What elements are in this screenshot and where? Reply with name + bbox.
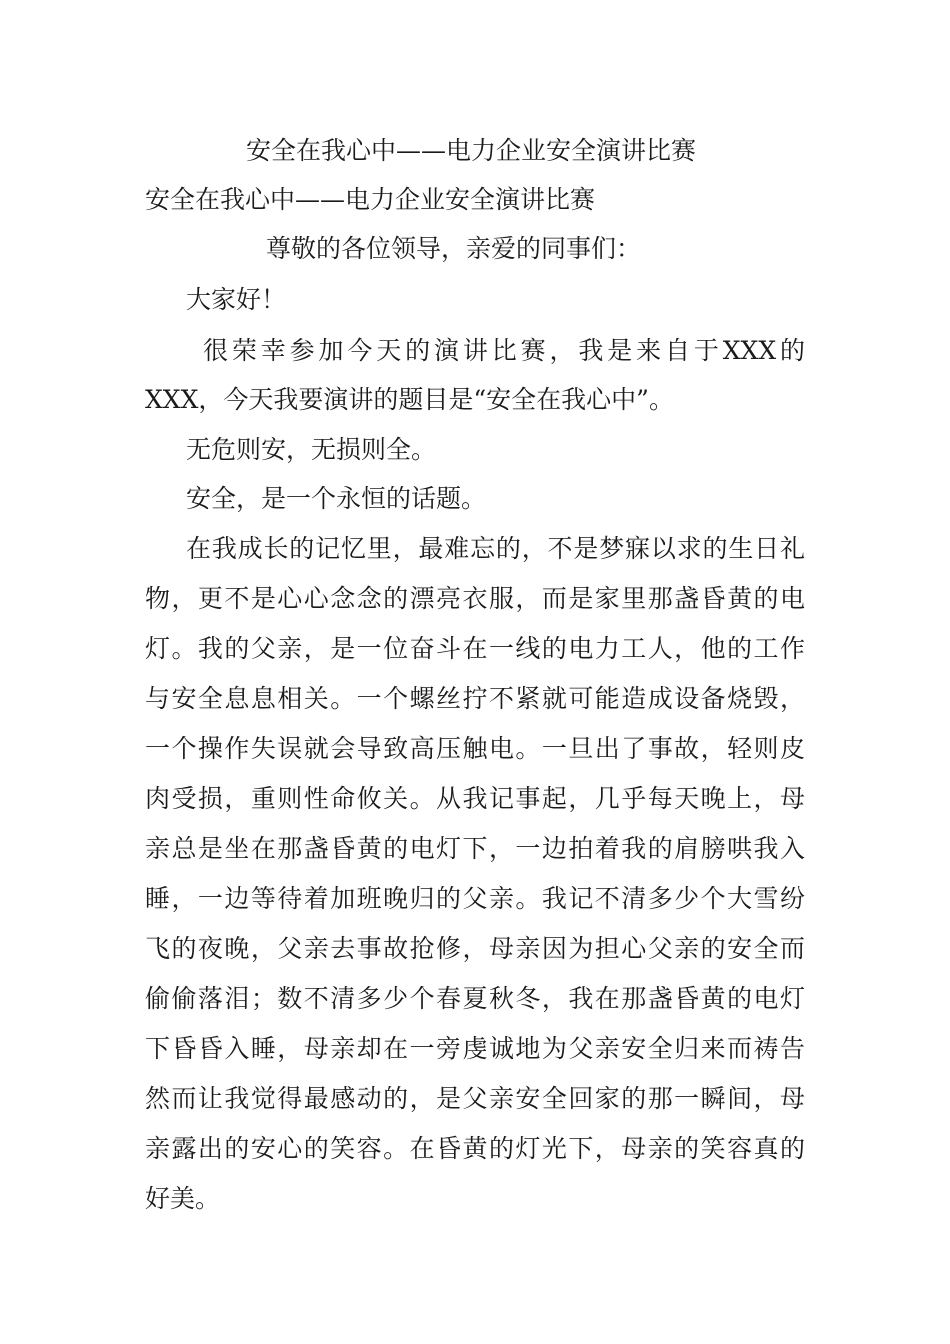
paragraph-2: 安全，是一个永恒的话题。: [186, 484, 487, 513]
story-line-7: 亲总是坐在那盏昏黄的电灯下，一边拍着我的肩膀哄我入: [145, 834, 805, 863]
paragraph-1: 无危则安，无损则全。: [186, 435, 437, 464]
story-line-9: 飞的夜晚，父亲去事故抢修，母亲因为担心父亲的安全而: [145, 934, 805, 963]
story-line-3: 灯。我的父亲，是一位奋斗在一线的电力工人，他的工作: [145, 634, 805, 663]
story-line-13: 亲露出的安心的笑容。在昏黄的灯光下，母亲的笑容真的: [145, 1134, 805, 1163]
intro-line-2: XXX，今天我要演讲的题目是“安全在我心中”。: [145, 385, 674, 414]
story-line-4: 与安全息息相关。一个螺丝拧不紧就可能造成设备烧毁，: [145, 684, 805, 713]
intro-line-1: 很荣幸参加今天的演讲比赛，我是来自于XXX的: [203, 336, 805, 365]
document-subtitle: 安全在我心中——电力企业安全演讲比赛: [145, 185, 596, 214]
story-line-2: 物，更不是心心念念的漂亮衣服，而是家里那盏昏黄的电: [145, 584, 805, 613]
story-line-10: 偷偷落泪；数不清多少个春夏秋冬，我在那盏昏黄的电灯: [145, 984, 805, 1013]
story-line-12: 然而让我觉得最感动的，是父亲安全回家的那一瞬间，母: [145, 1084, 805, 1113]
story-line-1: 在我成长的记忆里，最难忘的，不是梦寐以求的生日礼: [186, 534, 805, 563]
story-line-8: 睡，一边等待着加班晚归的父亲。我记不清多少个大雪纷: [145, 884, 805, 913]
story-line-11: 下昏昏入睡，母亲却在一旁虔诚地为父亲安全归来而祷告: [145, 1034, 805, 1063]
story-line-5: 一个操作失误就会导致高压触电。一旦出了事故，轻则皮: [145, 734, 805, 763]
salutation: 尊敬的各位领导，亲爱的同事们：: [266, 234, 642, 263]
story-line-14: 好美。: [145, 1184, 221, 1213]
document-title: 安全在我心中——电力企业安全演讲比赛: [246, 136, 697, 165]
story-line-6: 肉受损，重则性命攸关。从我记事起，几乎每天晚上，母: [145, 784, 805, 813]
greeting: 大家好！: [186, 285, 287, 314]
